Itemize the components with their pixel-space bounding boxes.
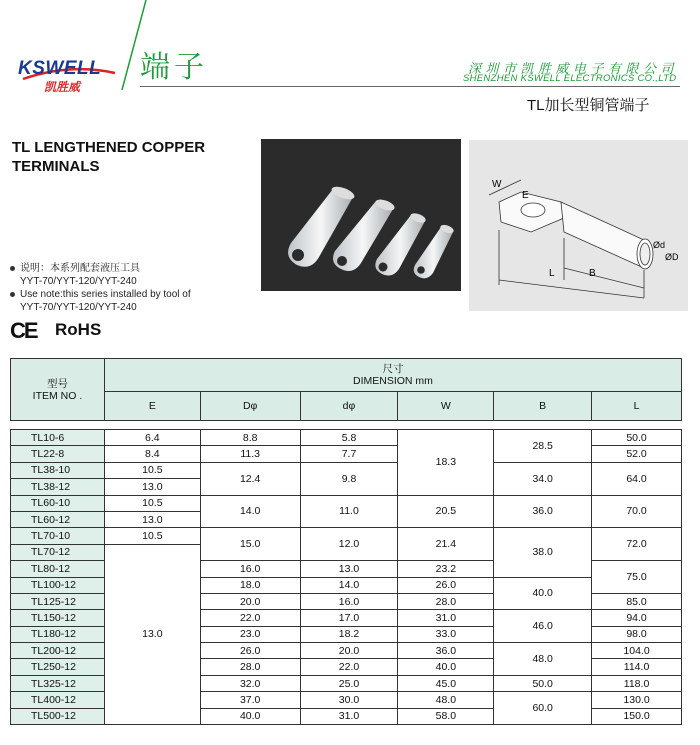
header-model-en: ITEM NO . xyxy=(32,389,83,402)
terminal-4-icon xyxy=(414,223,455,278)
header-divider xyxy=(140,86,680,87)
l-cell: 52.0 xyxy=(592,446,682,462)
b-cell: 46.0 xyxy=(494,610,592,643)
dd-cell: 26.0 xyxy=(200,643,300,659)
ds-cell: 16.0 xyxy=(300,593,398,609)
col-d-big: Dφ xyxy=(200,392,300,421)
model-cell: TL125-12 xyxy=(11,593,105,609)
technical-drawing xyxy=(469,140,688,311)
l-cell: 130.0 xyxy=(592,692,682,708)
dd-cell: 37.0 xyxy=(200,692,300,708)
bullet-icon xyxy=(10,292,15,297)
label-d-big: ØD xyxy=(665,252,679,262)
l-cell: 94.0 xyxy=(592,610,682,626)
header-model xyxy=(11,359,105,421)
l-cell: 72.0 xyxy=(592,528,682,561)
w-cell: 58.0 xyxy=(398,708,494,724)
w-cell: 45.0 xyxy=(398,675,494,691)
note-cn-text: 说明：本系列配套液压工具 xyxy=(20,263,140,274)
table-col-row xyxy=(11,392,682,421)
company-name-cn: 深圳市凯胜威电子有限公司 xyxy=(468,61,679,76)
b-cell: 28.5 xyxy=(494,430,592,463)
brand-title: 端子 xyxy=(140,50,208,85)
table-header-row xyxy=(11,359,682,392)
dd-cell: 12.4 xyxy=(200,462,300,495)
col-w: W xyxy=(398,392,494,421)
l-cell: 75.0 xyxy=(592,561,682,594)
ds-cell: 7.7 xyxy=(300,446,398,462)
w-cell: 18.3 xyxy=(398,430,494,496)
table-row xyxy=(11,495,682,511)
dd-cell: 8.8 xyxy=(200,430,300,446)
model-cell: TL38-10 xyxy=(11,462,105,478)
e-cell: 8.4 xyxy=(104,446,200,462)
product-subtitle: TL加长型铜管端子 xyxy=(527,97,650,114)
model-cell: TL80-12 xyxy=(11,561,105,577)
ds-cell: 17.0 xyxy=(300,610,398,626)
w-cell: 23.2 xyxy=(398,561,494,577)
l-cell: 104.0 xyxy=(592,643,682,659)
l-cell: 114.0 xyxy=(592,659,682,675)
label-b: B xyxy=(589,268,596,279)
company-name-en: SHENZHEN KSWELL ELECTRONICS CO.,LTD xyxy=(463,73,677,84)
dd-cell: 20.0 xyxy=(200,593,300,609)
rohs-mark: RoHS xyxy=(55,320,102,339)
table-row xyxy=(11,430,682,446)
model-cell: TL60-12 xyxy=(11,511,105,527)
model-cell: TL400-12 xyxy=(11,692,105,708)
col-b: B xyxy=(494,392,592,421)
w-cell: 31.0 xyxy=(398,610,494,626)
ds-cell: 22.0 xyxy=(300,659,398,675)
note-en xyxy=(10,289,191,301)
table-row xyxy=(11,528,682,544)
product-title-line2: TERMINALS xyxy=(12,158,100,175)
b-cell: 38.0 xyxy=(494,528,592,577)
l-cell: 98.0 xyxy=(592,626,682,642)
dd-cell: 15.0 xyxy=(200,528,300,561)
product-title-line1: TL LENGTHENED COPPER xyxy=(12,139,206,156)
dd-cell: 23.0 xyxy=(200,626,300,642)
header-dimension-cn: 尺寸 xyxy=(382,363,404,375)
l-cell: 150.0 xyxy=(592,708,682,724)
e-cell: 6.4 xyxy=(104,430,200,446)
model-cell: TL10-6 xyxy=(11,430,105,446)
w-cell: 40.0 xyxy=(398,659,494,675)
dd-cell: 40.0 xyxy=(200,708,300,724)
col-e: E xyxy=(104,392,200,421)
model-cell: TL150-12 xyxy=(11,610,105,626)
l-cell: 85.0 xyxy=(592,593,682,609)
dd-cell: 28.0 xyxy=(200,659,300,675)
header-model-cn: 型号 xyxy=(46,377,68,390)
b-cell: 40.0 xyxy=(494,577,592,610)
e-cell: 10.5 xyxy=(104,462,200,478)
l-cell: 118.0 xyxy=(592,675,682,691)
w-cell: 28.0 xyxy=(398,593,494,609)
product-photo xyxy=(261,139,461,291)
note-cn xyxy=(10,263,140,275)
b-cell: 50.0 xyxy=(494,675,592,691)
w-cell: 26.0 xyxy=(398,577,494,593)
model-cell: TL200-12 xyxy=(11,643,105,659)
model-cell: TL70-12 xyxy=(11,544,105,560)
ds-cell: 11.0 xyxy=(300,495,398,528)
dd-cell: 32.0 xyxy=(200,675,300,691)
header-dimension xyxy=(104,359,681,392)
model-cell: TL38-12 xyxy=(11,479,105,495)
note-en-text: Use note:this series installed by tool of xyxy=(20,289,191,300)
product-title xyxy=(12,138,252,176)
label-d-small: Ød xyxy=(653,240,666,250)
ds-cell: 30.0 xyxy=(300,692,398,708)
model-cell: TL60-10 xyxy=(11,495,105,511)
ds-cell: 25.0 xyxy=(300,675,398,691)
e-cell: 13.0 xyxy=(104,511,200,527)
w-cell: 48.0 xyxy=(398,692,494,708)
e-cell: 10.5 xyxy=(104,495,200,511)
b-cell: 36.0 xyxy=(494,495,592,528)
ce-mark: CE xyxy=(10,318,37,343)
model-cell: TL325-12 xyxy=(11,675,105,691)
col-l: L xyxy=(592,392,682,421)
ds-cell: 9.8 xyxy=(300,462,398,495)
w-cell: 21.4 xyxy=(398,528,494,561)
w-cell: 33.0 xyxy=(398,626,494,642)
label-w: W xyxy=(492,179,502,190)
dd-cell: 18.0 xyxy=(200,577,300,593)
dd-cell: 22.0 xyxy=(200,610,300,626)
col-d-small: dφ xyxy=(300,392,398,421)
l-cell: 50.0 xyxy=(592,430,682,446)
w-cell: 36.0 xyxy=(398,643,494,659)
dd-cell: 11.3 xyxy=(200,446,300,462)
e-cell: 13.0 xyxy=(104,479,200,495)
model-cell: TL250-12 xyxy=(11,659,105,675)
note-en-tools: YYT-70/YYT-120/YYT-240 xyxy=(20,302,137,313)
e-cell: 10.5 xyxy=(104,528,200,544)
dd-cell: 16.0 xyxy=(200,561,300,577)
model-cell: TL500-12 xyxy=(11,708,105,724)
w-cell: 20.5 xyxy=(398,495,494,528)
ds-cell: 18.2 xyxy=(300,626,398,642)
ds-cell: 31.0 xyxy=(300,708,398,724)
spec-table xyxy=(10,358,682,725)
ds-cell: 20.0 xyxy=(300,643,398,659)
note-cn-tools: YYT-70/YYT-120/YYT-240 xyxy=(20,276,137,287)
model-cell: TL100-12 xyxy=(11,577,105,593)
ds-cell: 13.0 xyxy=(300,561,398,577)
label-e: E xyxy=(522,190,529,201)
table-row xyxy=(11,462,682,478)
bullet-icon xyxy=(10,266,15,271)
logo-text: KSWELL xyxy=(18,58,102,79)
model-cell: TL180-12 xyxy=(11,626,105,642)
b-cell: 34.0 xyxy=(494,462,592,495)
l-cell: 64.0 xyxy=(592,462,682,495)
b-cell: 60.0 xyxy=(494,692,592,725)
logo-cn: 凯胜威 xyxy=(44,80,81,94)
ds-cell: 5.8 xyxy=(300,430,398,446)
ds-cell: 14.0 xyxy=(300,577,398,593)
model-cell: TL22-8 xyxy=(11,446,105,462)
l-cell: 70.0 xyxy=(592,495,682,528)
model-cell: TL70-10 xyxy=(11,528,105,544)
ds-cell: 12.0 xyxy=(300,528,398,561)
header-dimension-en: DIMENSION mm xyxy=(352,375,433,387)
dd-cell: 14.0 xyxy=(200,495,300,528)
e-cell: 13.0 xyxy=(104,544,200,724)
b-cell: 48.0 xyxy=(494,643,592,676)
label-l: L xyxy=(549,268,555,279)
